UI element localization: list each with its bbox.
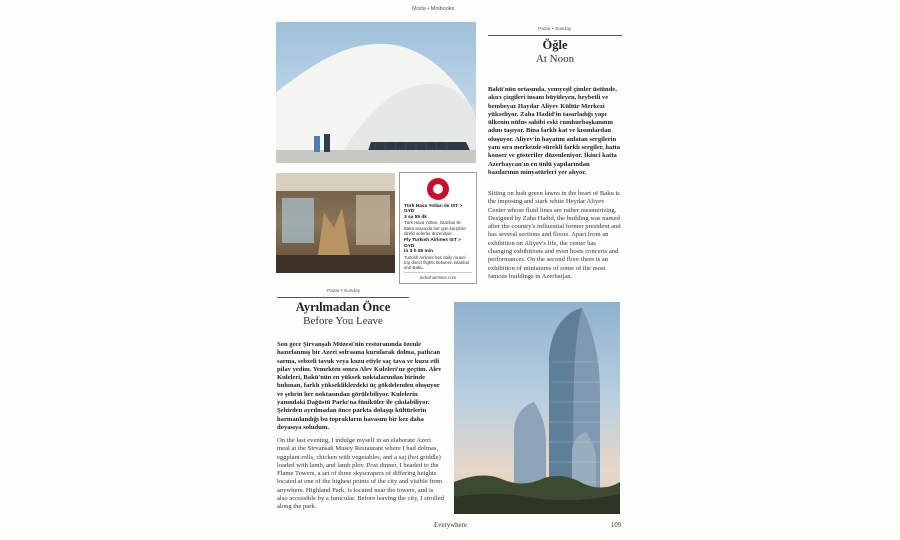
airline-ad	[399, 172, 477, 284]
leave-section-label: Pazar • Sunday	[327, 289, 361, 294]
page-number: 109	[611, 522, 622, 529]
leave-header-rule	[277, 297, 409, 298]
ad-url-link[interactable]: turkishairlines.com	[404, 272, 472, 280]
leave-title-tr: Ayrılmadan Önce	[295, 300, 391, 314]
leave-body-en: On the last evening, I indulge myself in an elaborate Azeri meal at the Sirvansah Musey Restaurant where I had dolmas, eggplant rolls, chicken with vegetables, and a saj (hot griddle) loaded with lamb, and lamb plov. Post dinner, I headed to the Flame Towers, a set of three skyscrapers of differing heights located at one of the highest points of the city and visible from anywhere. Highland Park, is located near the towers, and is also accessible by a funicular. Before leaving the city, I strolled along the park.	[277, 437, 444, 511]
noon-title-en: At Noon	[535, 53, 575, 65]
ad-duration-tr: 3 sa 55 dk	[404, 214, 427, 220]
magazine-name: Everywhere	[434, 522, 467, 529]
noon-section-label: Pazar • Sunday	[538, 27, 572, 32]
turkish-airlines-logo-icon	[427, 178, 449, 200]
flame-towers-photo	[454, 302, 620, 514]
noon-body-tr: Bakü'nün ortasında, yemyeşil çimler üstünde, akıcı çizgileri insanı büyüleyen, heybetli ve bembeyaz Haydar Aliyev Kültür Merkezi yükseliyor. Zaha Hadid'in tasarladığı yapı ülkenin nüfus sahibi eski cumhurbaşkanının adını taşıyor. Bina farklı kat ve kısımlardan oluşuyor. Aliyev'in hayatını anlatan sergilerin yanı sıra merkezde sürekli farklı sergiler, hatta konser ve gösteriler düzenleniyor. İkinci katta Azerbaycan'ın en ünlü yapılarından bazılarının minyatürleri yer alıyor.	[488, 86, 621, 176]
noon-title-tr: Öğle	[542, 38, 568, 52]
leave-title-en: Before You Leave	[303, 315, 383, 327]
ad-duration-en: in 3 h 55 min	[404, 249, 434, 255]
leave-body-tr: Son gece Şirvanşah Müzesi'nin restoranında özenle hazırlanmış bir Azeri sofrasına kurularak dolma, patlıcan sarma, sebzeli tavuk veya kuzu etiyle saç tava ve kuzu etli pilav yedim. Yemekten sonra Alev Kuleleri'ne geçtim. Alev Kuleleri, Bakü'nün en yüksek noktalarından birinde bulunan, farklı yüksekliklerdeki üç gökdelenden oluşuyor ve şehrin her noktasından görülebiliyor. Kulelerin yanındaki Dağüstü Parkı'na füniküler ile çıkılabiliyor. Şehirden ayrılmadan önce parkta dolaşıp kültürlerin harmanlandığı bu toprakların havasını bir kez daha doyasıya soludum.	[277, 341, 442, 431]
noon-body-en: Sitting on lush green lawns in the heart of Baku is the imposing and stark white Heydar Aliyev Center whose fluid lines are rather mesmerizing. Designed by Zaha Hadid, the building was named after the country's influential former president and has several sections and floors. Apart from an exhibition on Aliyev's life, the center has changing exhibitions and even hosts concerts and performances. On the second floor there is an exhibition of miniatures of some of the most famous buildings in Azerbaijan.	[488, 190, 621, 280]
ad-desc-tr: Türk Hava Yolları, İstanbul ile Bakü arasında her gün karşılıklı direkt seferler düzenliyor.	[404, 220, 466, 237]
noon-header-rule	[488, 35, 622, 36]
running-head: Moda • Mnibooks	[412, 6, 455, 12]
ad-route-tr: Türk Hava Yolları ile IST > GYD	[404, 204, 463, 215]
museum-interior-photo	[276, 173, 395, 273]
ad-desc-en: Turkish Airlines has daily round-trip direct flights between Istanbul and Baku.	[404, 254, 470, 271]
heydar-aliyev-center-photo	[276, 22, 476, 163]
ad-route-en: Fly Turkish Airlines IST > GYD	[404, 238, 461, 249]
